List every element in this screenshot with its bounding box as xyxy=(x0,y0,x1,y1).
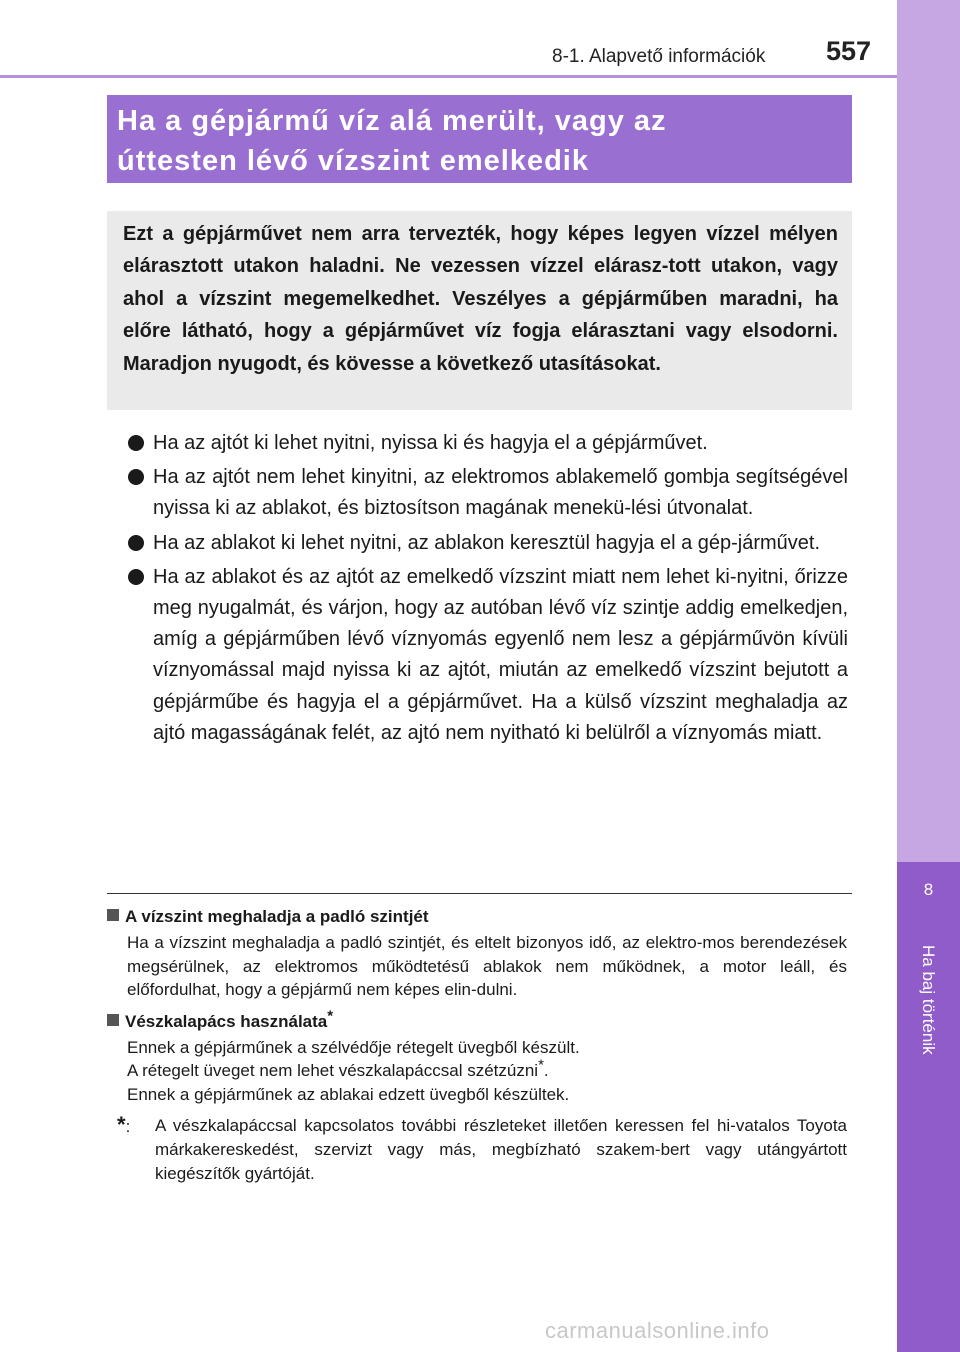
bullet-icon xyxy=(128,535,144,551)
section-title-line-2: úttesten lévő vízszint emelkedik xyxy=(117,145,589,177)
page-number: 557 xyxy=(826,36,872,66)
warning-box xyxy=(107,211,852,410)
asterisk-mark: * xyxy=(327,1006,334,1024)
warning-text: Ezt a gépjárművet nem arra tervezték, hogy képes legyen vízzel mélyen elárasztott utakon haladni. Ne vezessen vízzel elárasz-tott utakon, vagy ahol a vízszint megemelkedhet. Veszélyes a gépjárműben maradni, ha előre látható, hogy a gépjárművet víz fogja elárasztani vagy elsodorni. Maradjon nyugodt, és kövesse a következő utasításokat. xyxy=(123,223,838,375)
chapter-title: Ha baj történik xyxy=(919,945,938,1055)
notes-section xyxy=(107,905,847,1186)
list-item: Ha az ablakot és az ajtót az emelkedő vízszint miatt nem lehet ki-nyitni, őrizze meg nyugalmát, és várjon, hogy az autóban lévő víz szintje addig emelkedjen, amíg a gépjárműben lévő víznyomás egyenlő nem lesz a gépjárművön kívüli víznyomással majd nyissa ki az ajtót, miután az emelkedő vízszint bejutott a gépjárműbe és hagyja el a gépjárművet. Ha a külső vízszint meghaladja az ajtó magasságának felét, az ajtó nem nyitható ki belülről a víznyomás miatt. xyxy=(128,562,848,749)
watermark: carmanualsonline.info xyxy=(545,1318,770,1343)
chapter-number: 8 xyxy=(923,880,934,899)
header-rule xyxy=(0,75,897,78)
bullet-icon xyxy=(128,569,144,585)
bullet-icon xyxy=(128,435,144,451)
square-bullet-icon xyxy=(107,909,119,921)
footnote: *: A vészkalapáccsal kapcsolatos további részleteket illetően keressen fel hi-vatalos Toyota márkakereskedést, szervizt vagy más, megbízható szakem-bert vagy utángyártott kiegészítők gyártóját. xyxy=(117,1112,847,1183)
chapter-tab xyxy=(897,862,960,1352)
square-bullet-icon xyxy=(107,1014,119,1026)
bullet-icon xyxy=(128,469,144,485)
note-body: Ennek a gépjárműnek a szélvédője rétegelt üvegből készült. A rétegelt üveget nem lehet vészkalapáccsal szétzúzni*. Ennek a gépjárműnek az ablakai edzett üvegből készültek. xyxy=(127,1037,580,1104)
note-body: Ha a vízszint meghaladja a padló szintjét, és eltelt bizonyos idő, az elektro-mos berendezések megsérülnek, az elektromos működtetésű ablakok nem működnek, a motor leáll, és előfordulhat, hogy a gépjármű nem képes elin-dulni. xyxy=(127,933,847,999)
list-item: Ha az ablakot ki lehet nyitni, az ablakon keresztül hagyja el a gép-járművet. xyxy=(128,528,848,559)
asterisk-mark: * xyxy=(538,1056,544,1074)
section-title-box xyxy=(107,95,852,183)
list-item: Ha az ajtót nem lehet kinyitni, az elektromos ablakemelő gombja segítségével nyissa ki az ablakot, és biztosítson magának menekü-lési útvonalat. xyxy=(128,462,848,524)
list-item: Ha az ajtót ki lehet nyitni, nyissa ki és hagyja el a gépjárművet. xyxy=(128,428,848,459)
note-heading: Vészkalapács használata* xyxy=(107,1010,847,1034)
section-title-line-1: Ha a gépjármű víz alá merült, vagy az xyxy=(117,105,667,137)
section-reference: 8-1. Alapvető információk xyxy=(552,46,766,67)
note-heading: A vízszint meghaladja a padló szintjét xyxy=(107,905,847,929)
notes-divider xyxy=(107,893,852,894)
asterisk-mark: * xyxy=(117,1112,126,1137)
chapter-sidebar xyxy=(897,0,960,1352)
instruction-list xyxy=(128,428,848,752)
